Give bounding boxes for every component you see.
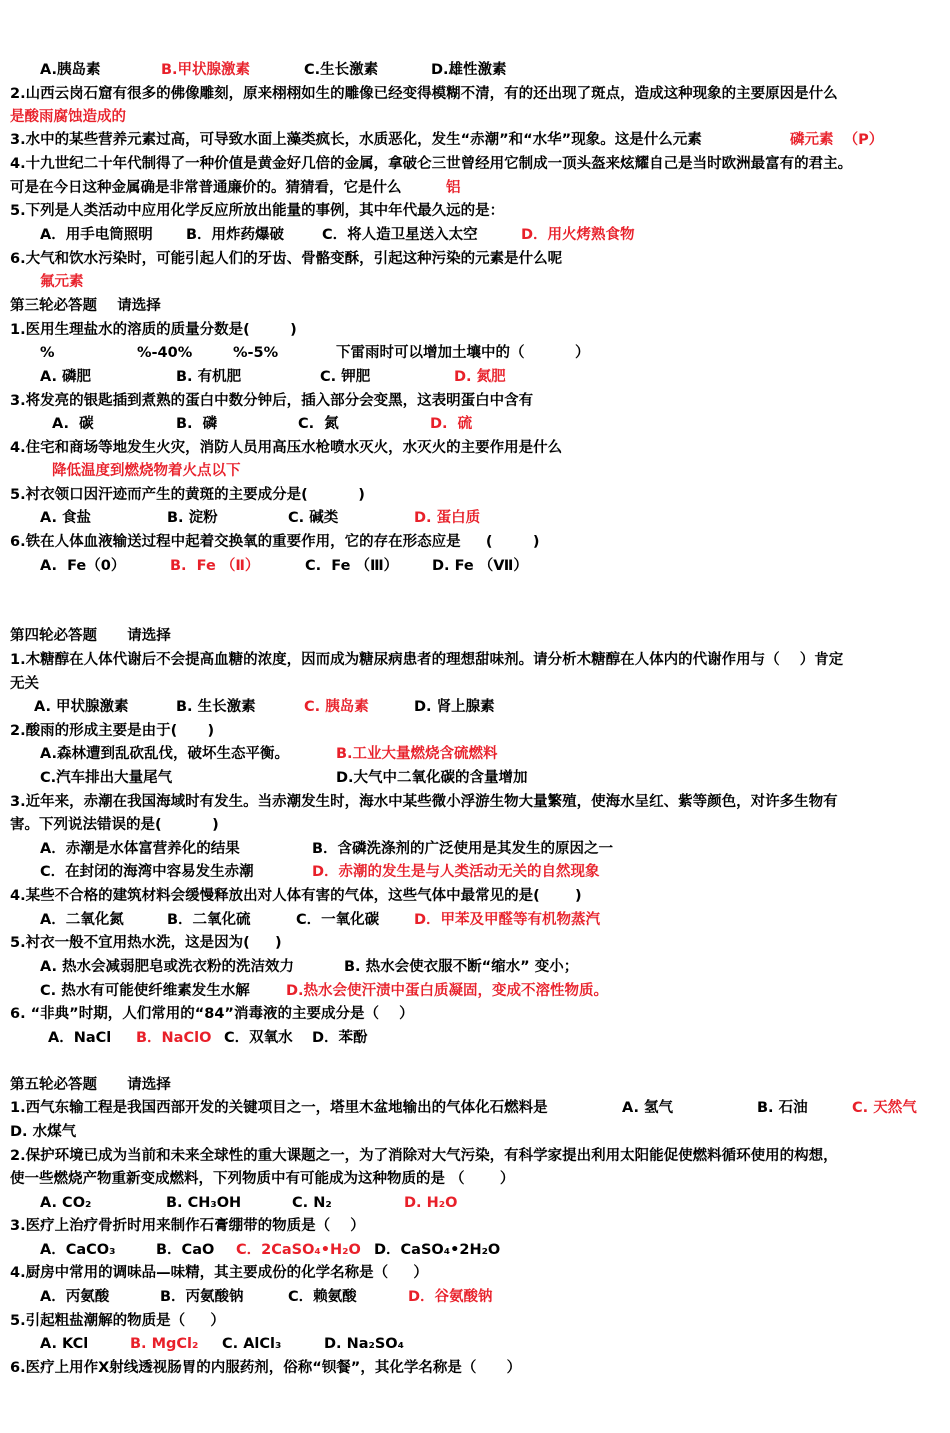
- question-text: 4.住宅和商场等地发生火灾，消防人员用高压水枪喷水灭火，水灭火的主要作用是什么: [10, 440, 563, 456]
- question-text: C．双氧水: [224, 1030, 293, 1046]
- question-text: D. 肾上腺素: [414, 699, 495, 715]
- question-text: C．将人造卫星送入太空: [322, 227, 478, 243]
- question-text: %-5%: [233, 345, 279, 361]
- answer-text: D．谷氨酸钠: [408, 1289, 493, 1305]
- question-text: C. Fe （Ⅲ）: [305, 558, 399, 574]
- question-text: D. Na₂SO₄: [324, 1336, 404, 1352]
- answer-text: B．NaClO: [136, 1030, 212, 1046]
- question-text: D. Fe （Ⅶ）: [432, 558, 528, 574]
- question-text: B．含磷洗涤剂的广泛使用是其发生的原因之一: [312, 841, 614, 857]
- question-text: D.大气中二氧化碳的含量增加: [336, 770, 528, 786]
- answer-text: 磷元素 （P）: [790, 132, 884, 148]
- question-text: D．CaSO₄•2H₂O: [374, 1242, 501, 1258]
- answer-text: B.甲状腺激素: [161, 62, 251, 78]
- question-text: 第四轮必答题 请选择: [10, 628, 171, 644]
- question-text: 害。下列说法错误的是( ): [10, 817, 219, 833]
- question-text: C．赖氨酸: [288, 1289, 357, 1305]
- question-text: 4.十九世纪二十年代制得了一种价值是黄金好几倍的金属，拿破仑三世曾经用它制成一顶头盔来炫耀自己是当时欧洲最富有的君主。: [10, 156, 853, 172]
- question-text: 6.医疗上用作X射线透视肠胃的内服药剂，俗称“钡餐”，其化学名称是（ ）: [10, 1360, 522, 1376]
- answer-text: D．甲苯及甲醛等有机物蒸汽: [414, 912, 601, 928]
- question-text: A.胰岛素: [40, 62, 101, 78]
- answer-text: C．2CaSO₄•H₂O: [236, 1242, 361, 1258]
- question-text: D．苯酚: [312, 1030, 368, 1046]
- question-text: 下雷雨时可以增加土壤中的（ ）: [336, 345, 590, 361]
- answer-text: C. 胰岛素: [304, 699, 369, 715]
- question-text: A. 磷肥: [40, 369, 92, 385]
- question-text: 3.将发亮的银匙插到煮熟的蛋白中数分钟后，插入部分会变黑，这表明蛋白中含有: [10, 393, 534, 409]
- question-text: A. KCl: [40, 1336, 89, 1352]
- question-text: 5.引起粗盐潮解的物质是（ ）: [10, 1313, 225, 1329]
- answer-text: B. MgCl₂: [130, 1336, 199, 1352]
- question-text: 1.木糖醇在人体代谢后不会提高血糖的浓度，因而成为糖尿病患者的理想甜味剂。请分析木糖醇在人体内的代谢作用与（ ）肯定: [10, 652, 844, 668]
- question-text: A. 甲状腺激素: [34, 699, 129, 715]
- question-text: C. 钾肥: [320, 369, 371, 385]
- question-text: 5.衬衣一般不宜用热水洗，这是因为( ): [10, 935, 282, 951]
- question-text: 6.大气和饮水污染时，可能引起人们的牙齿、骨骼变酥，引起这种污染的元素是什么呢: [10, 251, 563, 267]
- question-text: C. N₂: [292, 1195, 332, 1211]
- question-text: 4.厨房中常用的调味品—味精，其主要成份的化学名称是（ ）: [10, 1265, 428, 1281]
- answer-text: D.热水会使汗渍中蛋白质凝固，变成不溶性物质。: [286, 983, 609, 999]
- question-text: C. 碱类: [288, 510, 339, 526]
- question-text: C. 氮: [298, 416, 339, 432]
- answer-text: D．用火烤熟食物: [521, 227, 635, 243]
- question-text: 可是在今日这种金属确是非常普通廉价的。猜猜看，它是什么: [10, 180, 402, 196]
- question-text: 1.医用生理盐水的溶质的质量分数是( ): [10, 322, 297, 338]
- question-text: 无关: [10, 676, 39, 692]
- question-text: A. 食盐: [40, 510, 92, 526]
- question-text: 3.近年来，赤潮在我国海域时有发生。当赤潮发生时，海水中某些微小浮游生物大量繁殖，使海水呈红、紫等颜色，对许多生物有: [10, 794, 838, 810]
- answer-text: D. 蛋白质: [414, 510, 481, 526]
- question-text: B. 石油: [757, 1100, 808, 1116]
- answer-text: 降低温度到燃烧物着火点以下: [52, 463, 241, 479]
- question-text: A.森林遭到乱砍乱伐，破坏生态平衡。: [40, 746, 289, 762]
- question-text: A. CO₂: [40, 1195, 92, 1211]
- question-text: A. 热水会减弱肥皂或洗衣粉的洗洁效力: [40, 959, 295, 975]
- question-text: A．NaCl: [48, 1030, 112, 1046]
- answer-text: D. 氮肥: [454, 369, 506, 385]
- question-text: 2.酸雨的形成主要是由于( ): [10, 723, 215, 739]
- question-text: C．在封闭的海湾中容易发生赤潮: [40, 864, 254, 880]
- question-text: B．用炸药爆破: [186, 227, 285, 243]
- question-text: 第三轮必答题 请选择: [10, 298, 161, 314]
- question-text: 2.保护环境已成为当前和未来全球性的重大课题之一，为了消除对大气污染，有科学家提出利用太阳能促使燃料循环使用的构想，: [10, 1148, 838, 1164]
- question-text: B. 生长激素: [176, 699, 256, 715]
- question-text: A．赤潮是水体富营养化的结果: [40, 841, 240, 857]
- question-text: B．丙氨酸钠: [160, 1289, 244, 1305]
- question-text: C.生长激素: [304, 62, 379, 78]
- question-text: %-40%: [137, 345, 193, 361]
- question-text: C. AlCl₃: [222, 1336, 282, 1352]
- answer-text: B. Fe （Ⅱ）: [170, 558, 260, 574]
- question-text: %: [40, 345, 55, 361]
- question-text: 5.衬衣领口因汗迹而产生的黄斑的主要成分是( ): [10, 487, 365, 503]
- question-text: D. 水煤气: [10, 1124, 77, 1140]
- question-text: 使一些燃烧产物重新变成燃料，下列物质中有可能成为这种物质的是 （ ）: [10, 1171, 515, 1187]
- question-text: 4.某些不合格的建筑材料会缓慢释放出对人体有害的气体，这些气体中最常见的是( ): [10, 888, 582, 904]
- question-text: B．CaO: [156, 1242, 215, 1258]
- question-text: A. 氢气: [622, 1100, 674, 1116]
- question-text: A. Fe（0）: [40, 558, 126, 574]
- question-text: B. 淀粉: [167, 510, 218, 526]
- answer-text: D. H₂O: [404, 1195, 458, 1211]
- answer-text: 氟元素: [40, 274, 84, 290]
- question-text: A．CaCO₃: [40, 1242, 116, 1258]
- question-text: B. 有机肥: [176, 369, 242, 385]
- question-text: C.汽车排出大量尾气: [40, 770, 173, 786]
- question-text: B. 磷: [176, 416, 218, 432]
- question-text: 3.水中的某些营养元素过高，可导致水面上藻类疯长，水质恶化，发生“赤潮”和“水华”现象。这是什么元素: [10, 132, 702, 148]
- question-text: B. 热水会使衣服不断“缩水” 变小；: [344, 959, 579, 975]
- answer-text: B.工业大量燃烧含硫燃料: [336, 746, 498, 762]
- answer-text: 是酸雨腐蚀造成的: [10, 109, 126, 125]
- question-text: 6. “非典”时期，人们常用的“84”消毒液的主要成分是（ ）: [10, 1006, 414, 1022]
- question-text: A．用手电筒照明: [40, 227, 153, 243]
- question-text: 5.下列是人类活动中应用化学反应所放出能量的事例，其中年代最久远的是：: [10, 203, 505, 219]
- answer-text: D．赤潮的发生是与人类活动无关的自然现象: [312, 864, 600, 880]
- question-text: A. 碳: [52, 416, 94, 432]
- question-text: 6.铁在人体血液输送过程中起着交换氧的重要作用，它的存在形态应是 ( ): [10, 534, 540, 550]
- question-text: 第五轮必答题 请选择: [10, 1077, 171, 1093]
- question-text: 2.山西云岗石窟有很多的佛像雕刻，原来栩栩如生的雕像已经变得模糊不清，有的还出现了斑点，造成这种现象的主要原因是什么: [10, 86, 838, 102]
- answer-text: 铝: [446, 180, 461, 196]
- answer-text: C. 天然气: [852, 1100, 917, 1116]
- question-text: B. CH₃OH: [166, 1195, 242, 1211]
- question-text: D.雄性激素: [431, 62, 507, 78]
- question-text: B．二氧化硫: [167, 912, 251, 928]
- question-text: A．二氧化氮: [40, 912, 124, 928]
- answer-text: D. 硫: [430, 416, 473, 432]
- question-text: A．丙氨酸: [40, 1289, 110, 1305]
- question-text: 1.西气东输工程是我国西部开发的关键项目之一，塔里木盆地输出的气体化石燃料是: [10, 1100, 548, 1116]
- question-text: 3.医疗上治疗骨折时用来制作石膏绷带的物质是（ ）: [10, 1218, 365, 1234]
- question-text: C. 热水有可能使纤维素发生水解: [40, 983, 250, 999]
- question-text: C．一氧化碳: [296, 912, 380, 928]
